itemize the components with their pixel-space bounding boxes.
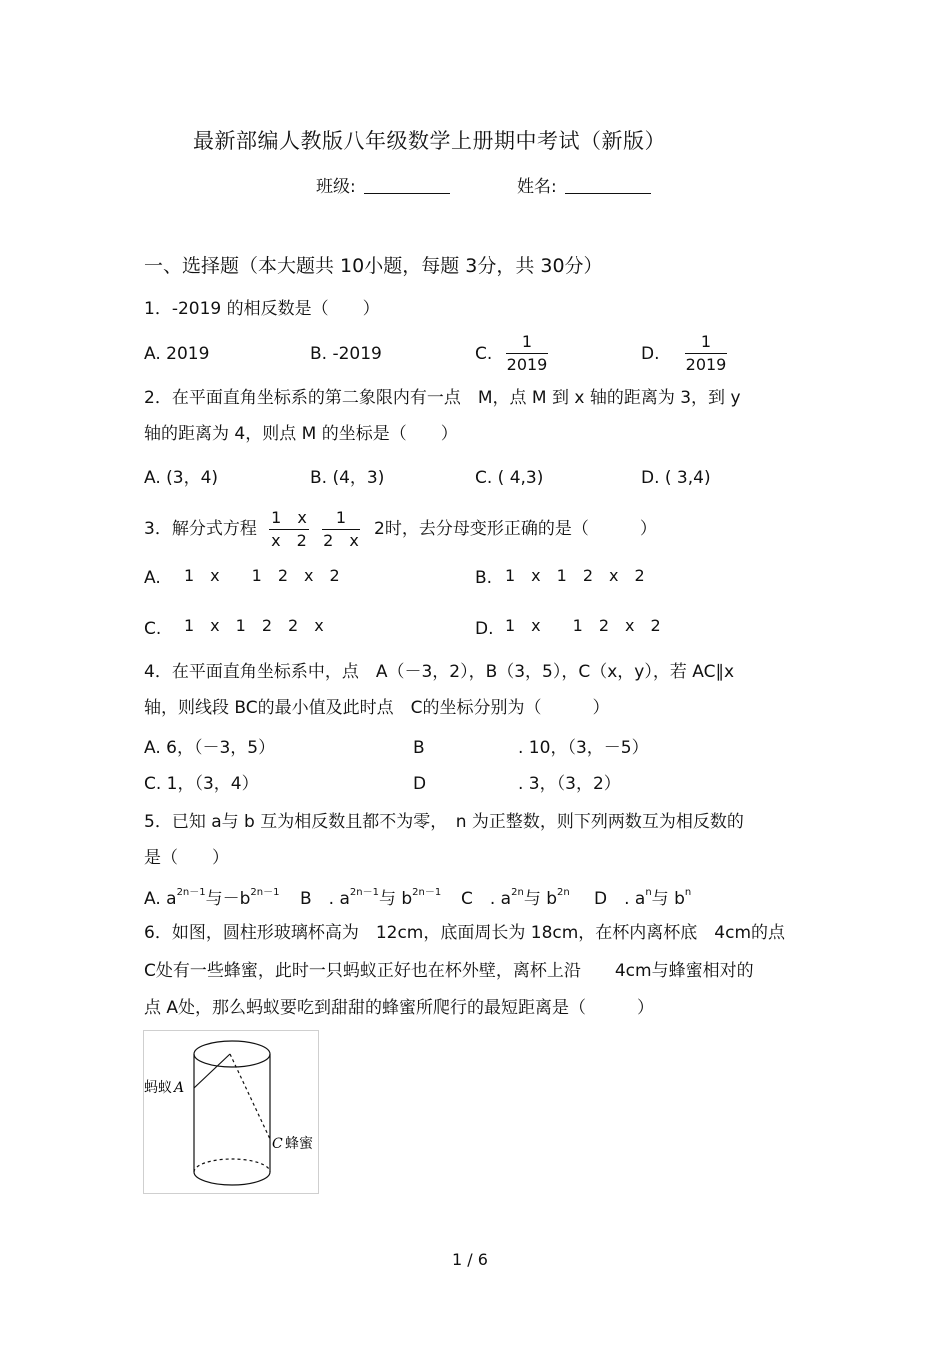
class-field — [316, 177, 450, 196]
q5-option-a — [144, 888, 279, 908]
q5-a-exp2: 2n－1 — [250, 887, 280, 898]
name-blank — [565, 177, 651, 194]
q5-b-exp2: 2n－1 — [412, 887, 442, 898]
class-blank — [364, 177, 450, 194]
ant-path-outer — [194, 1054, 230, 1088]
q3-option-a-expr: 1 x 1 2 x 2 — [184, 566, 340, 585]
q5-c-mid: 与 b — [523, 889, 558, 909]
q3-stem-prefix: 3．解分式方程 — [144, 519, 257, 539]
q1-option-d-label: D. — [641, 344, 660, 364]
q3-f2-numerator: 1 — [335, 508, 347, 527]
q3-option-c-label: C. — [144, 619, 162, 639]
q3-f2-denominator: 2 x — [323, 531, 359, 550]
q1-option-b: B. -2019 — [310, 344, 382, 364]
q3-option-d-expr: 1 x 1 2 x 2 — [505, 616, 661, 635]
q5-a-mid: 与－b — [205, 889, 251, 909]
q5-c-base: C . a — [461, 889, 512, 909]
q5-stem-line1: 5．已知 a与 b 互为相反数且都不为零， n 为正整数，则下列两数互为相反数的 — [144, 812, 744, 832]
q3-option-a-label: A. — [144, 568, 161, 588]
q5-b-mid: 与 b — [378, 889, 413, 909]
name-label: 姓名: — [517, 177, 557, 197]
q6-stem-line2: C处有一些蜂蜜，此时一只蚂蚁正好也在杯外壁，离杯上沿 4cm与蜂蜜相对的 — [144, 961, 754, 981]
q5-a-exp1: 2n－1 — [176, 887, 206, 898]
q5-b-exp1: 2n－1 — [349, 887, 379, 898]
cylinder-bottom-front — [194, 1172, 270, 1185]
q4-option-c: C. 1，（3，4） — [144, 774, 259, 794]
q3-f1-denominator: x 2 — [271, 531, 307, 550]
q1-option-c-label: C. — [475, 344, 493, 364]
q3-fraction-2 — [322, 510, 360, 549]
figure-label-honey: 蜂蜜 — [285, 1136, 313, 1152]
q5-a-base: A. a — [144, 889, 177, 909]
section-heading: 一、选择题（本大题共 10小题，每题 3分，共 30分） — [144, 255, 603, 277]
q5-d-base: D . a — [594, 889, 646, 909]
q2-option-c: C. ( 4,3) — [475, 468, 544, 488]
q3-f2-bar — [322, 529, 360, 530]
q3-f1-bar — [269, 529, 309, 530]
q4-stem-line1: 4．在平面直角坐标系中，点 A（－3，2），B（3，5），C（x，y），若 AC∥x — [144, 662, 735, 682]
page-number: 1 / 6 — [452, 1250, 488, 1269]
cylinder-bottom-back — [194, 1159, 270, 1172]
q3-fraction-1 — [269, 510, 309, 549]
q1-c-numerator: 1 — [521, 332, 533, 351]
q5-c-exp2: 2n — [557, 887, 570, 898]
q2-stem-line1: 2．在平面直角坐标系的第二象限内有一点 M，点 M 到 x 轴的距离为 3，到 y — [144, 388, 741, 408]
figure-label-ant: 蚂蚁 — [144, 1080, 172, 1096]
q1-c-fraction-bar — [506, 353, 548, 354]
q3-stem-suffix: 2时，去分母变形正确的是（ ） — [374, 519, 657, 539]
name-field — [517, 177, 651, 196]
q6-stem-line1: 6．如图，圆柱形玻璃杯高为 12cm，底面周长为 18cm，在杯内离杯底 4cm的点 — [144, 923, 786, 943]
q1-option-d-fraction — [685, 334, 727, 373]
q1-d-fraction-bar — [685, 353, 727, 354]
q2-option-d: D. ( 3,4) — [641, 468, 711, 488]
q5-b-base: B . a — [300, 889, 350, 909]
q4-option-d: . 3，（3，2） — [518, 774, 621, 794]
q4-option-a: A. 6，（－3，5） — [144, 738, 276, 758]
figure-point-c: C — [272, 1136, 283, 1152]
q5-c-exp1: 2n — [511, 887, 524, 898]
page-title: 最新部编人教版八年级数学上册期中考试（新版） — [193, 129, 666, 153]
q3-option-d-label: D. — [475, 619, 494, 639]
class-label: 班级: — [316, 177, 356, 197]
q6-stem-line3: 点 A处，那么蚂蚁要吃到甜甜的蜂蜜所爬行的最短距离是（ ） — [144, 998, 655, 1018]
q3-option-b-expr: 1 x 1 2 x 2 — [505, 566, 645, 585]
q5-stem-line2: 是（ ） — [144, 848, 229, 868]
q1-d-denominator: 2019 — [685, 355, 727, 374]
cylinder-figure — [143, 1030, 319, 1194]
q5-option-d — [594, 888, 691, 908]
q4-option-d-label: D — [413, 774, 427, 794]
q1-d-numerator: 1 — [700, 332, 712, 351]
q3-f1-numerator: 1 x — [271, 508, 307, 527]
ant-path-inner — [230, 1054, 270, 1139]
q5-option-b — [300, 888, 441, 908]
q1-c-denominator: 2019 — [506, 355, 548, 374]
q4-option-b-label: B — [413, 738, 425, 758]
q5-option-c — [461, 888, 570, 908]
q3-option-b-label: B. — [475, 568, 493, 588]
q1-option-a: A. 2019 — [144, 344, 210, 364]
figure-point-a: A — [174, 1080, 185, 1096]
q2-option-a: A. (3，4) — [144, 468, 219, 488]
q1-option-c-fraction — [506, 334, 548, 373]
q4-option-b: . 10，（3，－5） — [518, 738, 649, 758]
q5-d-exp2: n — [684, 887, 692, 898]
q3-option-c-expr: 1 x 1 2 2 x — [184, 616, 324, 635]
q5-d-mid: 与 b — [651, 889, 685, 909]
q5-d-exp1: n — [645, 887, 652, 898]
cylinder-diagram — [144, 1031, 318, 1193]
q2-stem-line2: 轴的距离为 4，则点 M 的坐标是（ ） — [144, 424, 458, 444]
q2-option-b: B. (4，3) — [310, 468, 385, 488]
q4-stem-line2: 轴，则线段 BC的最小值及此时点 C的坐标分别为（ ） — [144, 698, 610, 718]
q1-stem: 1．-2019 的相反数是（ ） — [144, 299, 380, 319]
cylinder-top-ellipse — [194, 1041, 270, 1067]
